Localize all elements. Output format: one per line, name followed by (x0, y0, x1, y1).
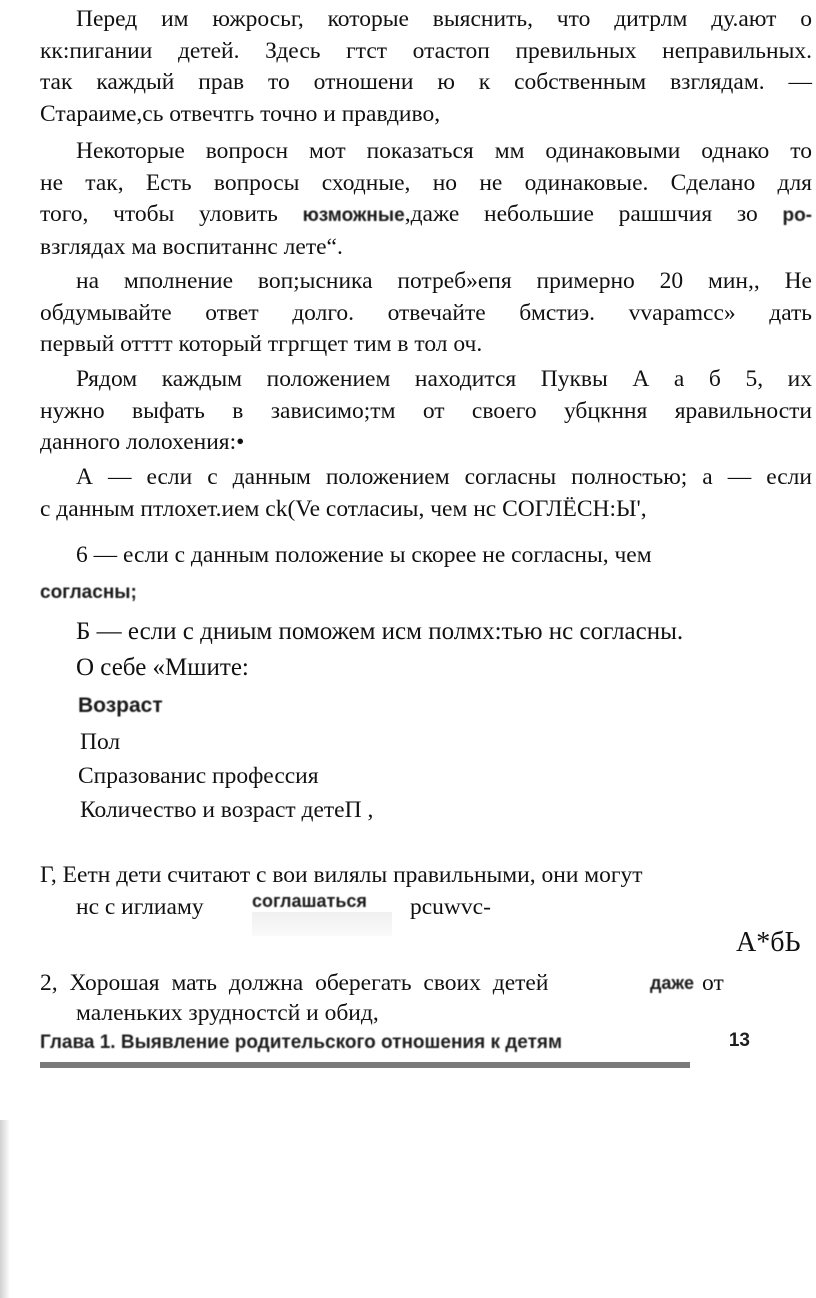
scan-smudge (252, 912, 392, 936)
text-line: Некоторые вопросн мот показаться мм одинаковыми однако то (76, 138, 812, 164)
text-line: так каждый прав то отношени ю к собственным взглядам. — (40, 69, 812, 95)
text-line: кк:пигании детей. Здесь гтст отастоп превильных неправильных. (40, 37, 812, 64)
page-number: 13 (728, 1030, 750, 1051)
scan-edge-shadow (0, 1120, 10, 1298)
option-6-line: 6 — если с данным положение ы скорее не согласны, чем (76, 542, 652, 568)
text-fragment: нс с иглиаму (76, 894, 204, 920)
text-line: Стараиме,сь отвечтгь точно и правдиво, (40, 100, 441, 127)
children-field-label: Количество и возраст детеП , (80, 797, 374, 823)
item-2-word: от (702, 970, 724, 996)
scale-label: А*бЬ (736, 927, 801, 958)
text-fragment: юзможные (302, 205, 405, 226)
option-b-line: Б — если с дниым поможем исм полмх:тью нс согласны. (76, 618, 684, 645)
item-g-line1: Г, Еетн дети считают с вои вилялы правильными, они могут (40, 862, 643, 888)
text-fragment: ро- (782, 205, 813, 226)
text-line: не так, Есть вопросы сходные, но не одинаковые. Сделано для (40, 169, 812, 196)
text-fragment: ,даже небольшие рашшчия зо (404, 201, 758, 227)
letters-paragraph (40, 364, 812, 459)
text-line (40, 199, 812, 232)
text-fragment: того, чтобы уловить (40, 201, 278, 227)
text-line: данного лолохения:• (40, 429, 245, 455)
text-line: с данным птлохет.ием ck(Ve сотласиы, чем нс СОГЛЁСН:Ы', (40, 495, 647, 522)
age-field-label: Возраст (78, 694, 163, 717)
footer-rule (40, 1062, 690, 1068)
option-6-continuation: согласны; (40, 582, 137, 603)
text-fragment: 2, Хорошая мать должна оберегать своих детей (40, 970, 549, 996)
about-yourself-line: О себе «Мшите: (76, 654, 249, 681)
item-g-scanned-word: соглашаться (252, 891, 367, 911)
text-line: Рядом каждым положением находится Пуквы А а б 5, их (76, 366, 812, 392)
text-line: взглядах ма воспитаннс лете“. (40, 233, 343, 260)
text-line: на мполнение воп;ысника потреб»епя примерно 20 мин,, Не (76, 268, 812, 294)
text-line: нужно выфать в зависимо;тм от своего убцкння яравильности (40, 397, 812, 424)
item-g-line2 (76, 892, 204, 922)
similar-questions-paragraph (40, 136, 812, 263)
item-2-line1 (40, 968, 548, 998)
time-paragraph (40, 266, 812, 361)
sex-field-label: Пол (80, 729, 121, 755)
education-field-label: Спразованис профессия (78, 763, 319, 789)
text-line: первый отттт который тгргщет тим в тол оч. (40, 331, 483, 357)
option-a-paragraph (40, 462, 812, 525)
text-line: обдумывайте ответ долго. отвечайте бмстиэ. vvapamcc» дать (40, 299, 812, 326)
item-2-scanned-word: даже (650, 973, 694, 993)
item-g-word: pcuwvc- (410, 894, 491, 920)
chapter-title: Глава 1. Выявление родительского отношения к детям (40, 1032, 563, 1053)
text-line: А — если с данным положением согласны полностью; а — если (76, 464, 812, 490)
intro-paragraph (40, 4, 812, 130)
page-footer (40, 1030, 750, 1070)
item-2-line2: маленьких зрудностсй и обид, (76, 1000, 379, 1026)
text-line: Перед им южросьг, которые выяснить, что дитрлм ду.ают о (76, 6, 812, 32)
